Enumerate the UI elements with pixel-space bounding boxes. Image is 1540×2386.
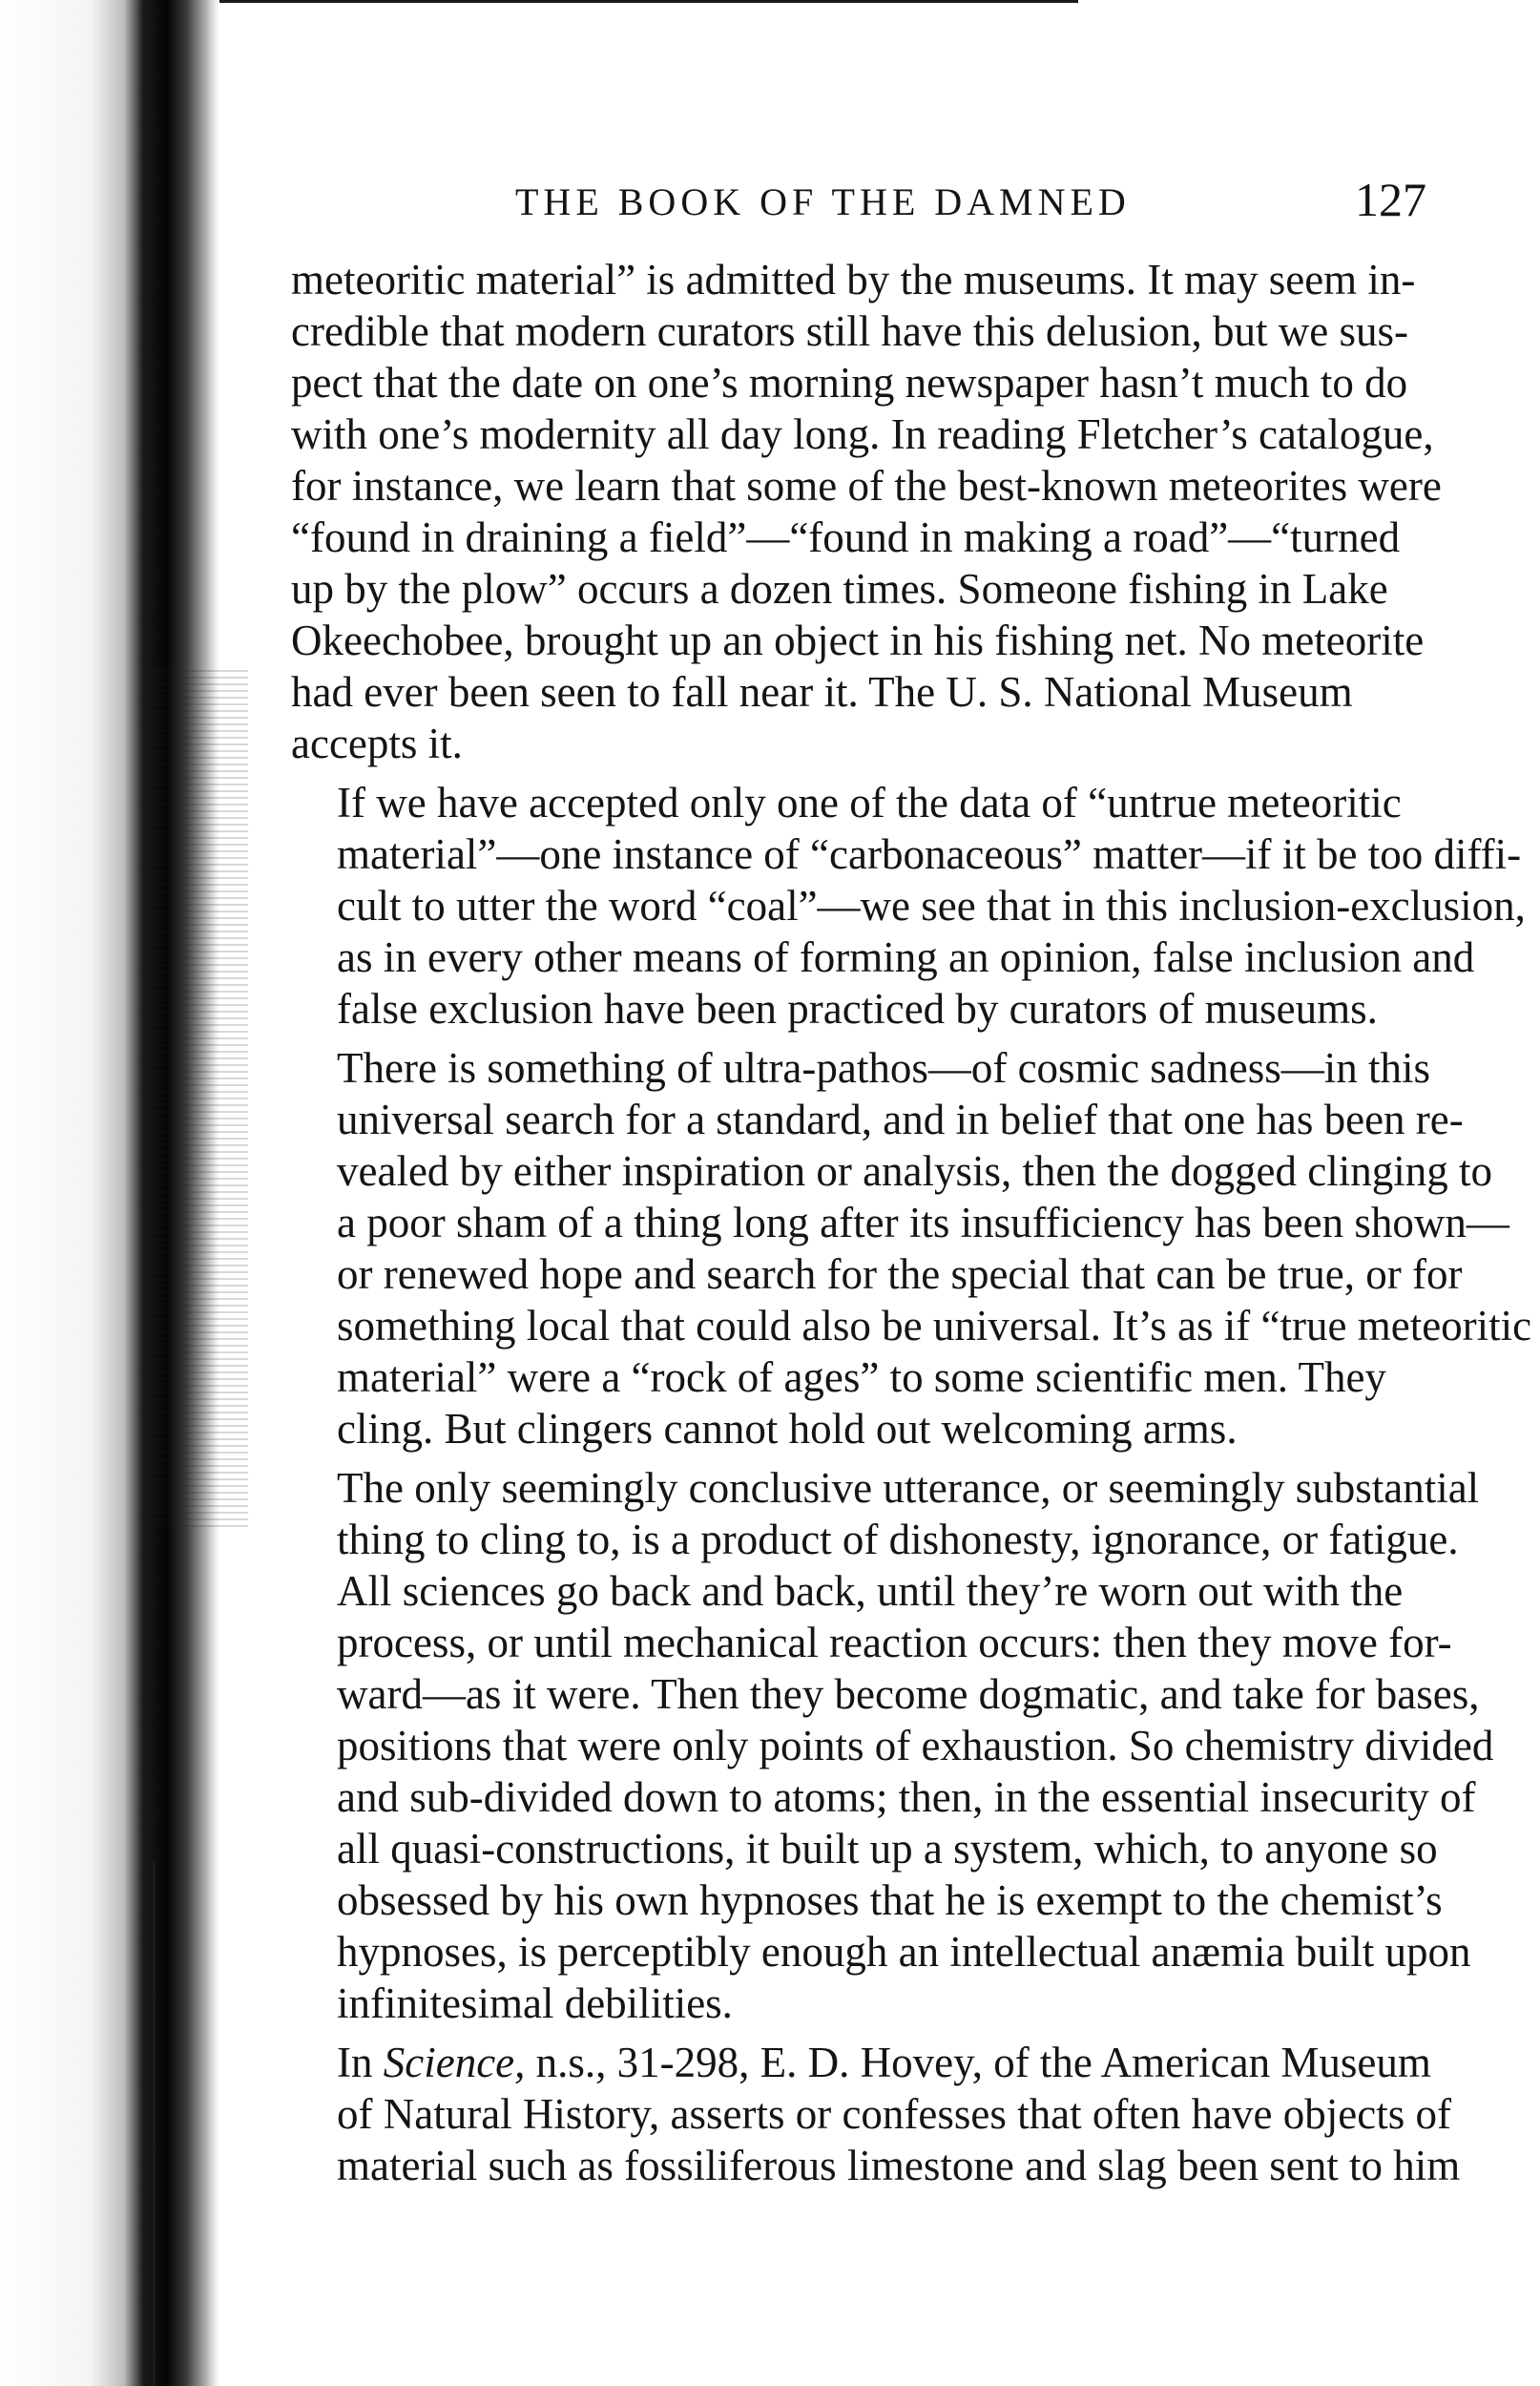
paragraph-1 [291, 254, 1455, 769]
text-line: credible that modern curators still have this delusion, but we sus- [291, 307, 1408, 355]
text-line: thing to cling to, is a product of dishonesty, ignorance, or fatigue. [337, 1516, 1459, 1563]
page-number: 127 [1355, 173, 1426, 226]
text-line: something local that could also be universal. It’s as if “true meteoritic [337, 1302, 1532, 1350]
text-line: for instance, we learn that some of the best-known meteorites were [291, 462, 1442, 510]
text-line: vealed by either inspiration or analysis, then the dogged clinging to [337, 1147, 1492, 1195]
text-line: all quasi-constructions, it built up a system, which, to anyone so [337, 1825, 1438, 1873]
text-line: up by the plow” occurs a dozen times. Someone fishing in Lake [291, 565, 1388, 613]
running-title: THE BOOK OF THE DAMNED [515, 180, 1131, 223]
text-line: infinitesimal debilities. [337, 1979, 733, 2027]
text-line: as in every other means of forming an opinion, false inclusion and [337, 933, 1475, 981]
paragraph-2 [291, 777, 1526, 1035]
text-line: of Natural History, asserts or confesses that often have objects of [337, 2090, 1451, 2138]
binding-gutter-speckle [143, 668, 248, 1527]
text-line: The only seemingly conclusive utterance, or seemingly substantial [337, 1464, 1480, 1512]
text-line: a poor sham of a thing long after its insufficiency has been shown— [337, 1199, 1509, 1246]
spine-line [153, 1861, 156, 2386]
text-line: All sciences go back and back, until they’re worn out with the [337, 1567, 1404, 1615]
text-line: There is something of ultra-pathos—of cosmic sadness—in this [337, 1044, 1431, 1092]
paragraph-3 [291, 1042, 1532, 1455]
text-line-with-citation [291, 2037, 1455, 2088]
journal-title: Science, [383, 2039, 526, 2086]
text-line: and sub-divided down to atoms; then, in the essential insecurity of [337, 1773, 1476, 1821]
book-page [291, 172, 1532, 2199]
text-line: material” were a “rock of ages” to some scientific men. They [337, 1353, 1386, 1401]
paragraph-5 [291, 2037, 1461, 2191]
text-line: If we have accepted only one of the data of “untrue meteoritic [337, 779, 1402, 827]
text-line: with one’s modernity all day long. In reading Fletcher’s catalogue, [291, 410, 1434, 458]
text-line: universal search for a standard, and in belief that one has been re- [337, 1096, 1464, 1143]
text-line: had ever been seen to fall near it. The U. S. National Museum [291, 668, 1353, 716]
running-head [291, 172, 1455, 239]
text-line: ward—as it were. Then they become dogmatic, and take for bases, [337, 1670, 1480, 1718]
text-line: Okeechobee, brought up an object in his fishing net. No meteorite [291, 617, 1425, 664]
text-line: hypnoses, is perceptibly enough an intellectual anæmia built upon [337, 1928, 1471, 1976]
text-line: positions that were only points of exhaustion. So chemistry divided [337, 1722, 1494, 1769]
text-line: accepts it. [291, 720, 463, 767]
text-line: obsessed by his own hypnoses that he is exempt to the chemist’s [337, 1876, 1443, 1924]
text-line: cling. But clingers cannot hold out welcoming arms. [337, 1405, 1238, 1453]
text-line: material”—one instance of “carbonaceous” matter—if it be too diffi- [337, 830, 1522, 878]
text-line: cult to utter the word “coal”—we see that in this inclusion-exclusion, [337, 882, 1526, 930]
citation-suffix: n.s., 31-298, E. D. Hovey, of the American Museum [525, 2039, 1431, 2086]
paragraph-4 [291, 1462, 1494, 2029]
text-line: meteoritic material” is admitted by the museums. It may seem in- [291, 256, 1416, 303]
page-top-edge [219, 0, 1078, 3]
text-line: process, or until mechanical reaction occurs: then they move for- [337, 1619, 1452, 1666]
citation-prefix: In [337, 2039, 384, 2086]
text-line: material such as fossiliferous limestone and slag been sent to him [337, 2142, 1461, 2189]
text-line: or renewed hope and search for the special that can be true, or for [337, 1250, 1463, 1298]
text-line: false exclusion have been practiced by curators of museums. [337, 985, 1378, 1033]
body-text [291, 254, 1532, 2191]
text-line: “found in draining a field”—“found in making a road”—“turned [291, 513, 1401, 561]
text-line: pect that the date on one’s morning newspaper hasn’t much to do [291, 359, 1408, 407]
